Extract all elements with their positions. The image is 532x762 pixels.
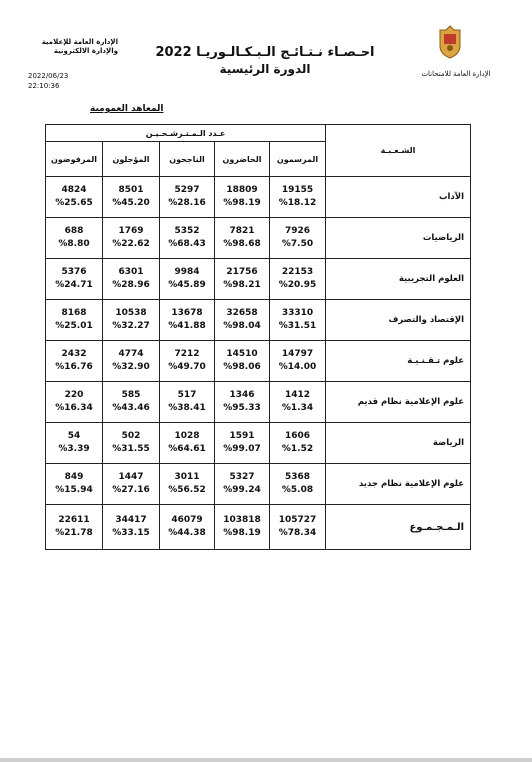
cell-count: 32658: [226, 308, 258, 318]
cell-percent: %22.62: [112, 239, 150, 249]
cell-count: 502: [121, 431, 141, 441]
cell-count: 4824: [61, 185, 87, 195]
cell-percent: %15.94: [55, 485, 93, 495]
table-row: [46, 300, 471, 341]
table-row: [46, 177, 471, 218]
page-subtitle: الدورة الرئيسية: [219, 62, 311, 76]
branch-name: الإقتصاد والتصرف: [326, 300, 471, 341]
cell-percent: %32.27: [112, 321, 150, 331]
branch-header: الشـعـبـة: [326, 125, 471, 177]
cell-present: [215, 464, 270, 505]
org-line-2: والإدارة الالكترونية: [53, 47, 118, 55]
cell-registered: [270, 505, 326, 550]
cell-count: 54: [67, 431, 81, 441]
cell-percent: %98.19: [223, 198, 261, 208]
cell-count: 220: [64, 390, 84, 400]
cell-count: 7821: [229, 226, 255, 236]
branch-name: الـمـجـمـوع: [326, 505, 471, 550]
cell-percent: %27.16: [112, 485, 150, 495]
cell-registered: [270, 218, 326, 259]
table-row: [46, 464, 471, 505]
table-row: [46, 259, 471, 300]
cell-percent: %98.04: [223, 321, 261, 331]
cell-passed: [160, 341, 215, 382]
cell-count: 5297: [174, 185, 200, 195]
candidates-count-header: عـدد الـمـتـرشـحـيـن: [46, 125, 326, 142]
cell-passed: [160, 423, 215, 464]
cell-percent: %99.07: [223, 444, 261, 454]
cell-percent: %24.71: [55, 280, 93, 290]
cell-rejected: [46, 341, 103, 382]
cell-percent: %31.51: [278, 321, 317, 331]
cell-count: 22611: [58, 515, 90, 525]
cell-passed: [160, 177, 215, 218]
table-row: [46, 382, 471, 423]
cell-count: 7926: [284, 226, 311, 236]
cell-percent: %7.50: [281, 239, 314, 249]
cell-percent: %44.38: [168, 528, 206, 538]
cell-count: 517: [177, 390, 197, 400]
branch-name: الرياضيات: [326, 218, 471, 259]
cell-percent: %25.01: [55, 321, 93, 331]
cell-deferred: [103, 300, 160, 341]
cell-percent: %38.41: [168, 403, 206, 413]
cell-percent: %16.76: [55, 362, 93, 372]
cell-count: 10538: [115, 308, 147, 318]
cell-count: 8168: [61, 308, 87, 318]
cell-percent: %18.12: [278, 198, 317, 208]
branch-name: الآداب: [326, 177, 471, 218]
cell-count: 103818: [223, 515, 261, 525]
cell-present: [215, 218, 270, 259]
print-date: 2022/06/23: [28, 72, 69, 80]
cell-percent: %78.34: [278, 528, 317, 538]
cell-count: 1412: [284, 390, 311, 400]
cell-present: [215, 300, 270, 341]
cell-count: 14797: [281, 349, 314, 359]
cell-registered: [270, 177, 326, 218]
cell-percent: %20.95: [278, 280, 317, 290]
cell-percent: %98.68: [223, 239, 261, 249]
cell-passed: [160, 382, 215, 423]
cell-percent: %28.16: [168, 198, 206, 208]
cell-rejected: [46, 300, 103, 341]
cell-count: 3011: [174, 472, 200, 482]
cell-count: 585: [121, 390, 141, 400]
col-present: الحاضرون: [215, 142, 270, 177]
cell-registered: [270, 341, 326, 382]
cell-percent: %8.80: [58, 239, 90, 249]
cell-rejected: [46, 382, 103, 423]
branch-name: العلوم التجريبية: [326, 259, 471, 300]
branch-name: علوم الإعلامية نظام جديد: [326, 464, 471, 505]
cell-count: 5327: [229, 472, 255, 482]
total-row: [46, 505, 471, 550]
results-table: [45, 124, 471, 550]
cell-registered: [270, 300, 326, 341]
cell-percent: %1.52: [281, 444, 314, 454]
cell-registered: [270, 464, 326, 505]
table-row: [46, 218, 471, 259]
cell-count: 14510: [226, 349, 258, 359]
cell-percent: %68.43: [168, 239, 206, 249]
cell-percent: %21.78: [55, 528, 93, 538]
org-line-1: الإدارة العامة للإعلامية: [41, 38, 118, 46]
cell-rejected: [46, 505, 103, 550]
cell-passed: [160, 218, 215, 259]
cell-percent: %31.55: [112, 444, 150, 454]
cell-deferred: [103, 382, 160, 423]
col-passed: الناجحون: [160, 142, 215, 177]
cell-percent: %1.34: [281, 403, 314, 413]
cell-percent: %98.19: [223, 528, 261, 538]
cell-rejected: [46, 423, 103, 464]
cell-rejected: [46, 177, 103, 218]
cell-count: 1769: [118, 226, 144, 236]
cell-count: 4774: [118, 349, 144, 359]
table-row: [46, 423, 471, 464]
cell-percent: %49.70: [168, 362, 206, 372]
cell-percent: %25.65: [55, 198, 93, 208]
col-deferred: المؤجلون: [103, 142, 160, 177]
cell-present: [215, 382, 270, 423]
print-time: 22:10:36: [28, 82, 60, 90]
cell-count: 46079: [171, 515, 203, 525]
cell-count: 22153: [281, 267, 314, 277]
cell-percent: %16.34: [55, 403, 93, 413]
cell-present: [215, 505, 270, 550]
cell-count: 7212: [174, 349, 200, 359]
cell-deferred: [103, 341, 160, 382]
cell-percent: %95.33: [223, 403, 261, 413]
cell-present: [215, 423, 270, 464]
cell-percent: %43.46: [112, 403, 150, 413]
cell-passed: [160, 300, 215, 341]
cell-present: [215, 341, 270, 382]
cell-percent: %45.89: [168, 280, 206, 290]
cell-registered: [270, 259, 326, 300]
cell-rejected: [46, 218, 103, 259]
cell-registered: [270, 423, 326, 464]
cell-count: 19155: [281, 185, 314, 195]
cell-count: 21756: [226, 267, 258, 277]
cell-count: 2432: [61, 349, 87, 359]
cell-deferred: [103, 259, 160, 300]
cell-percent: %98.06: [223, 362, 261, 372]
results-body: [46, 177, 471, 550]
cell-rejected: [46, 259, 103, 300]
cell-count: 33310: [281, 308, 314, 318]
cell-count: 5352: [174, 226, 200, 236]
cell-deferred: [103, 177, 160, 218]
cell-count: 849: [64, 472, 84, 482]
cell-percent: %56.52: [168, 485, 206, 495]
page-title: احـصـاء نـتـائـج الـبـكـالـوريـا 2022: [155, 45, 375, 60]
cell-count: 105727: [278, 515, 317, 525]
branch-name: علوم الإعلامية نظام قديم: [326, 382, 471, 423]
cell-percent: %33.15: [112, 528, 150, 538]
cell-percent: %45.20: [112, 198, 150, 208]
table-row: [46, 341, 471, 382]
cell-count: 8501: [118, 185, 144, 195]
cell-passed: [160, 259, 215, 300]
cell-percent: %41.88: [168, 321, 206, 331]
cell-passed: [160, 464, 215, 505]
cell-present: [215, 259, 270, 300]
cell-present: [215, 177, 270, 218]
cell-passed: [160, 505, 215, 550]
cell-deferred: [103, 505, 160, 550]
cell-count: 18809: [226, 185, 258, 195]
cell-count: 34417: [115, 515, 147, 525]
ministry-emblem-icon: [436, 24, 464, 60]
section-title: المعاهد العمومية: [90, 104, 164, 114]
col-registered: المرسمون: [270, 142, 326, 177]
branch-name: الرياضة: [326, 423, 471, 464]
cell-count: 9984: [174, 267, 200, 277]
cell-count: 1346: [229, 390, 255, 400]
cell-percent: %64.61: [168, 444, 206, 454]
cell-count: 13678: [171, 308, 203, 318]
cell-percent: %5.08: [281, 485, 314, 495]
org-name-informatics: [20, 38, 118, 56]
cell-count: 1028: [174, 431, 200, 441]
cell-count: 688: [64, 226, 84, 236]
cell-count: 1447: [118, 472, 144, 482]
cell-rejected: [46, 464, 103, 505]
cell-percent: %32.90: [112, 362, 150, 372]
cell-deferred: [103, 423, 160, 464]
cell-deferred: [103, 218, 160, 259]
org-name-exams: الإدارة العامة للامتحانات: [421, 70, 491, 78]
col-rejected: المرفوضون: [46, 142, 103, 177]
cell-deferred: [103, 464, 160, 505]
cell-count: 6301: [118, 267, 144, 277]
cell-percent: %14.00: [278, 362, 317, 372]
cell-percent: %98.21: [223, 280, 261, 290]
cell-count: 5368: [284, 472, 311, 482]
cell-percent: %99.24: [223, 485, 261, 495]
branch-name: علوم تـقـنـيـة: [326, 341, 471, 382]
cell-percent: %3.39: [58, 444, 90, 454]
cell-count: 5376: [61, 267, 87, 277]
cell-count: 1591: [229, 431, 255, 441]
cell-count: 1606: [284, 431, 311, 441]
cell-registered: [270, 382, 326, 423]
cell-percent: %28.96: [112, 280, 150, 290]
